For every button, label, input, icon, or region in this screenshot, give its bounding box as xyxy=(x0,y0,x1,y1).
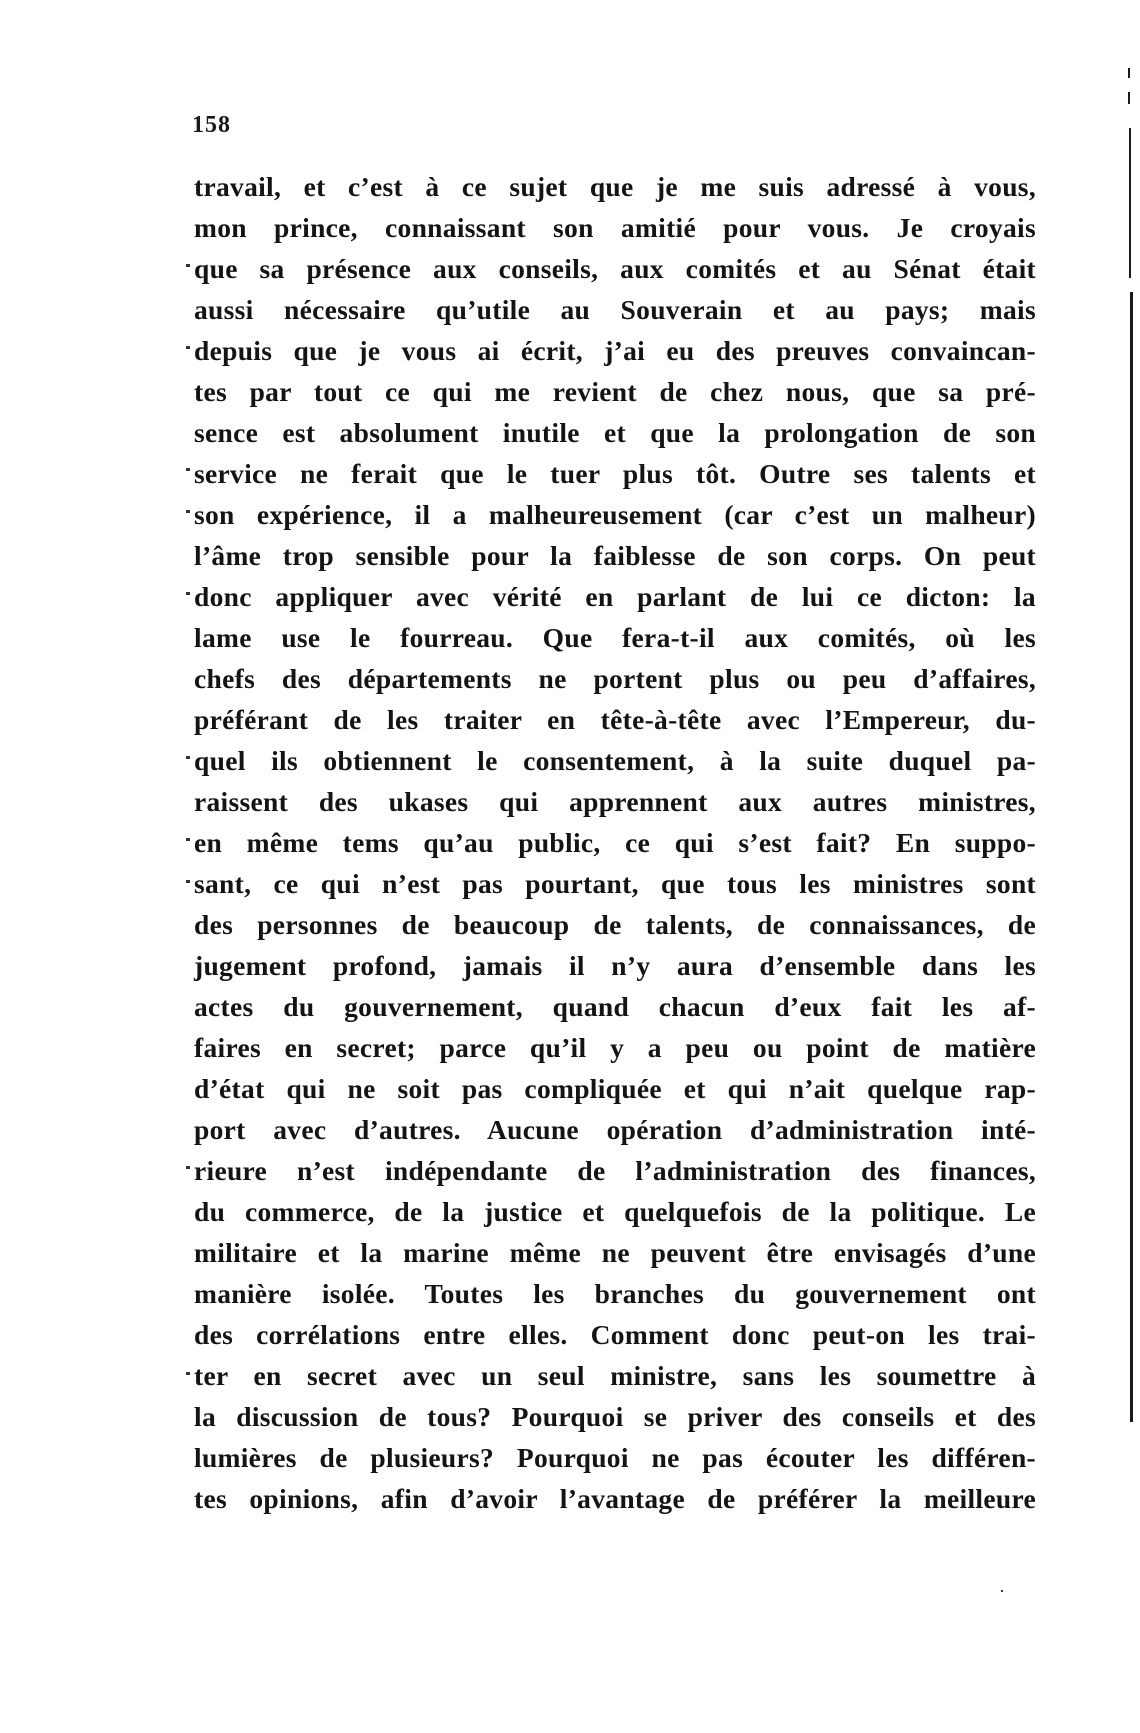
text-line: que sa présence aux conseils, aux comités et au Sénat était xyxy=(194,253,1036,284)
page-edge-line xyxy=(1130,292,1133,1422)
text-line: la discussion de tous? Pourquoi se priver des conseils et des xyxy=(194,1401,1036,1432)
text-line: son expérience, il a malheureusement (car c’est un malheur) xyxy=(194,499,1036,530)
text-line: d’état qui ne soit pas compliquée et qui n’ait quelque rap- xyxy=(194,1073,1036,1104)
text-line: des corrélations entre elles. Comment donc peut-on les trai- xyxy=(194,1319,1036,1350)
text-line: du commerce, de la justice et quelquefois de la politique. Le xyxy=(194,1196,1036,1227)
text-line: donc appliquer avec vérité en parlant de lui ce dicton: la xyxy=(194,581,1036,612)
page-edge-line xyxy=(1128,92,1130,104)
text-line: préférant de les traiter en tête-à-tête avec l’Empereur, du- xyxy=(194,704,1036,735)
text-line: militaire et la marine même ne peuvent être envisagés d’une xyxy=(194,1237,1036,1268)
text-line: actes du gouvernement, quand chacun d’eux fait les af- xyxy=(194,991,1036,1022)
text-line: port avec d’autres. Aucune opération d’administration inté- xyxy=(194,1114,1036,1145)
text-line: tes opinions, afin d’avoir l’avantage de préférer la meilleure xyxy=(194,1483,1036,1514)
text-line: depuis que je vous ai écrit, j’ai eu des preuves convaincan- xyxy=(194,335,1036,366)
text-line: lumières de plusieurs? Pourquoi ne pas écouter les différen- xyxy=(194,1442,1036,1473)
text-line: ter en secret avec un seul ministre, sans les soumettre à xyxy=(194,1360,1036,1391)
body-text xyxy=(194,166,1036,1519)
text-line: en même tems qu’au public, ce qui s’est fait? En suppo- xyxy=(194,827,1036,858)
margin-speck xyxy=(186,468,190,471)
text-line: mon prince, connaissant son amitié pour vous. Je croyais xyxy=(194,212,1036,243)
text-line: sant, ce qui n’est pas pourtant, que tous les ministres sont xyxy=(194,868,1036,899)
page-edge-line xyxy=(1128,68,1130,78)
margin-speck xyxy=(186,838,190,841)
text-line: sence est absolument inutile et que la prolongation de son xyxy=(194,417,1036,448)
margin-speck xyxy=(186,1166,190,1169)
margin-speck xyxy=(186,756,190,759)
margin-speck xyxy=(1001,1590,1003,1592)
text-line: des personnes de beaucoup de talents, de connaissances, de xyxy=(194,909,1036,940)
text-line: travail, et c’est à ce sujet que je me suis adressé à vous, xyxy=(194,171,1036,202)
text-line: rieure n’est indépendante de l’administration des finances, xyxy=(194,1155,1036,1186)
text-line: service ne ferait que le tuer plus tôt. Outre ses talents et xyxy=(194,458,1036,489)
margin-speck xyxy=(186,592,190,595)
text-line: chefs des départements ne portent plus ou peu d’affaires, xyxy=(194,663,1036,694)
text-line: manière isolée. Toutes les branches du gouvernement ont xyxy=(194,1278,1036,1309)
page-number: 158 xyxy=(192,112,231,138)
margin-speck xyxy=(186,346,190,349)
text-line: aussi nécessaire qu’utile au Souverain et au pays; mais xyxy=(194,294,1036,325)
text-line: raissent des ukases qui apprennent aux autres ministres, xyxy=(194,786,1036,817)
text-line: tes par tout ce qui me revient de chez nous, que sa pré- xyxy=(194,376,1036,407)
margin-speck xyxy=(186,880,190,883)
margin-speck xyxy=(186,264,190,267)
text-line: jugement profond, jamais il n’y aura d’ensemble dans les xyxy=(194,950,1036,981)
text-line: faires en secret; parce qu’il y a peu ou point de matière xyxy=(194,1032,1036,1063)
text-line: lame use le fourreau. Que fera-t-il aux comités, où les xyxy=(194,622,1036,653)
page-edge-line xyxy=(1129,128,1131,278)
margin-speck xyxy=(186,510,190,513)
text-line: l’âme trop sensible pour la faiblesse de son corps. On peut xyxy=(194,540,1036,571)
margin-speck xyxy=(186,1372,190,1375)
text-line: quel ils obtiennent le consentement, à la suite duquel pa- xyxy=(194,745,1036,776)
